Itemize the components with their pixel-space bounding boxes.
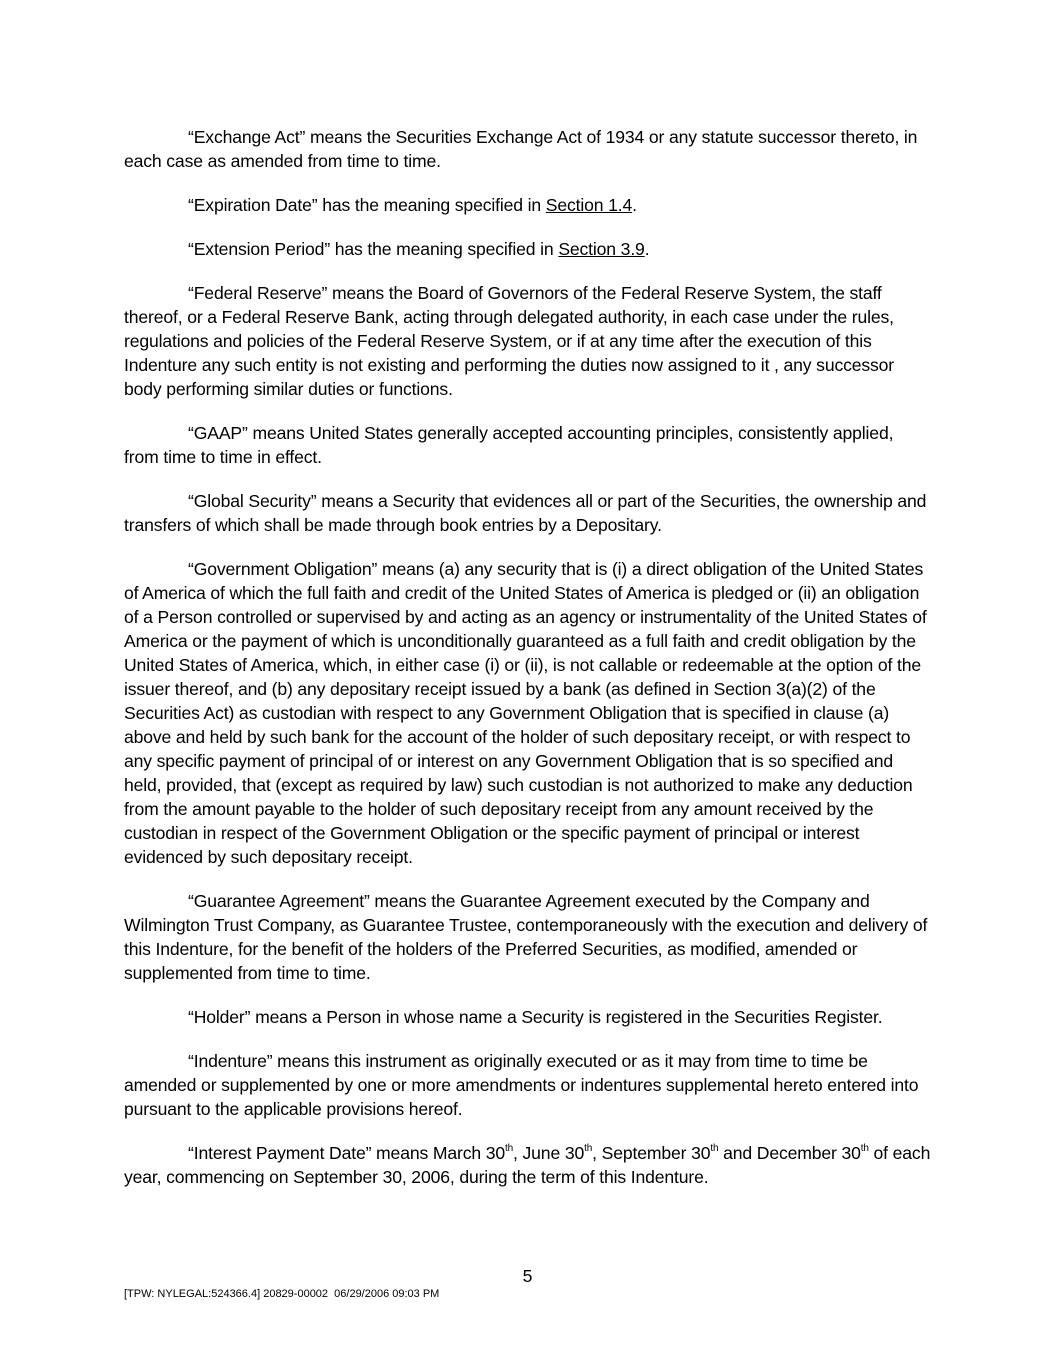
definition-text: means (a) any security that is (i) a direct obligation of the United States of America of which the full faith and credit of the United States of America is pledged or (ii) an obligation of a Person controlled or supervised by and acting as an agency or instrumentality of the United States of America or the payment of which is unconditionally guaranteed as a full faith and credit obligation by the United States of America, which, in either case (i) or (ii), is not callable or redeemable at the option of the issuer thereof, and (b) any depositary receipt issued by a bank (as defined in Section 3(a)(2) of the Securities Act) as custodian with respect to any Government Obligation that is specified in clause (a) above and held by such bank for the account of the holder of such depositary receipt, or with respect to any specific payment of principal of or interest on any Government Obligation that is so specified and held, provided, that (except as required by law) such custodian is not authorized to make any deduction from the amount payable to the holder of such depositary receipt from any amount received by the custodian in respect of the Government Obligation or the specific payment of principal or interest evidenced by such depositary receipt. xyxy=(124,559,927,867)
definition-exchange-act xyxy=(124,125,932,173)
definition-text-end: . xyxy=(632,195,637,215)
ordinal-suffix: th xyxy=(505,1143,514,1154)
definition-text: means this instrument as originally executed or as it may from time to time be amended or supplemented by one or more amendments or indentures supplemental hereto entered into pursuant to the applicable provisions hereof. xyxy=(124,1051,919,1119)
definition-term: “Global Security” xyxy=(188,491,317,511)
definition-global-security xyxy=(124,489,932,537)
definition-federal-reserve xyxy=(124,281,932,401)
definition-text: of each year, commencing on September 30, 2006, during the term of this Indenture. xyxy=(124,1143,931,1187)
definition-text: , September 30 xyxy=(592,1143,711,1163)
ordinal-suffix: th xyxy=(860,1143,869,1154)
definition-text: has the meaning specified in xyxy=(330,239,559,259)
section-reference: Section 1.4 xyxy=(545,195,633,215)
definition-term: “Extension Period” xyxy=(188,239,331,259)
definition-text: means a Person in whose name a Security is registered in the Securities Register. xyxy=(250,1007,883,1027)
definition-term: “Holder” xyxy=(188,1007,251,1027)
definition-term: “Guarantee Agreement” xyxy=(188,891,370,911)
definition-gaap xyxy=(124,421,932,469)
definition-holder xyxy=(124,1005,932,1029)
definition-interest-payment-date xyxy=(124,1141,932,1189)
document-footer: [TPW: NYLEGAL:524366.4] 20829-00002 06/29/2006 09:03 PM xyxy=(124,1288,440,1300)
definition-text: means the Board of Governors of the Federal Reserve System, the staff thereof, or a Federal Reserve Bank, acting through delegated authority, in each case under the rules, regulations and policies of the Federal Reserve System, or if at any time after the execution of this Indenture any such entity is not existing and performing the duties now assigned to it , any successor body performing similar duties or functions. xyxy=(124,283,895,399)
definition-text: , June 30 xyxy=(513,1143,585,1163)
definition-term: “Indenture” xyxy=(188,1051,273,1071)
definitions-section xyxy=(124,125,932,1209)
definition-indenture xyxy=(124,1049,932,1121)
definition-text: and December 30 xyxy=(718,1143,861,1163)
ordinal-suffix: th xyxy=(584,1143,593,1154)
definition-text: means a Security that evidences all or part of the Securities, the ownership and transfers of which shall be made through book entries by a Depositary. xyxy=(124,491,927,535)
definition-text: means March 30 xyxy=(371,1143,505,1163)
definition-expiration-date xyxy=(124,193,932,217)
definition-text: means the Securities Exchange Act of 1934 or any statute successor thereto, in each case as amended from time to time. xyxy=(124,127,918,171)
definition-text: means United States generally accepted accounting principles, consistently applied, from time to time in effect. xyxy=(124,423,894,467)
definition-term: “Interest Payment Date” xyxy=(188,1143,372,1163)
definition-government-obligation xyxy=(124,557,932,869)
definition-term: “Federal Reserve” xyxy=(188,283,328,303)
definition-text: has the meaning specified in xyxy=(317,195,546,215)
page-number: 5 xyxy=(522,1266,533,1286)
definition-text-end: . xyxy=(644,239,650,259)
definition-extension-period xyxy=(124,237,932,261)
definition-guarantee-agreement xyxy=(124,889,932,985)
definition-term: “Expiration Date” xyxy=(188,195,318,215)
definition-term: “Exchange Act” xyxy=(188,127,306,147)
definition-text: means the Guarantee Agreement executed by the Company and Wilmington Trust Company, as Guarantee Trustee, contemporaneously with the execution and delivery of this Indenture, for the benefit of the holders of the Preferred Securities, as modified, amended or supplemented from time to time. xyxy=(124,891,928,983)
definition-term: “GAAP” xyxy=(188,423,248,443)
definition-term: “Government Obligation” xyxy=(188,559,378,579)
section-reference: Section 3.9 xyxy=(558,239,645,259)
ordinal-suffix: th xyxy=(710,1143,719,1154)
